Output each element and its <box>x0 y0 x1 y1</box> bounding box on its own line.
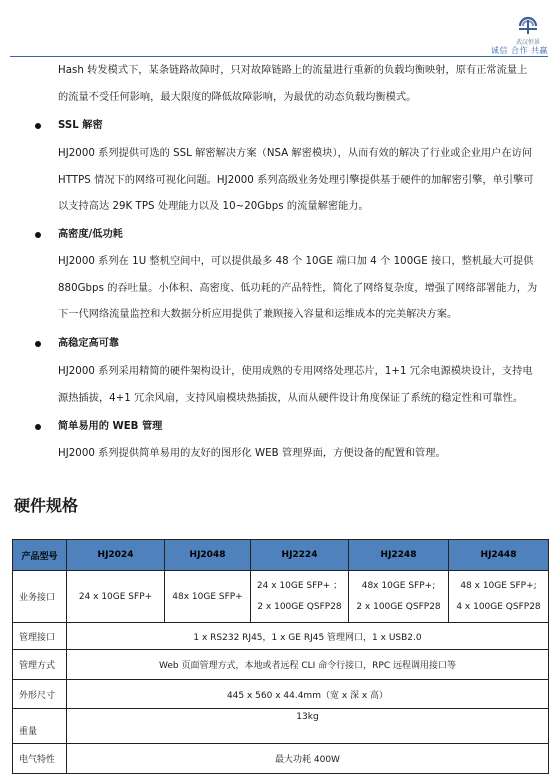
bullet-icon <box>35 232 41 238</box>
row-label: 业务接口 <box>13 571 67 623</box>
table-row <box>13 680 549 709</box>
table-row <box>13 744 549 774</box>
table-row <box>13 623 549 650</box>
feature-body-web <box>58 441 553 468</box>
bullet-icon <box>35 341 41 347</box>
table-header-cell: 产品型号 <box>13 540 67 571</box>
logo-mark-icon <box>517 16 539 36</box>
table-cell: 13kg <box>67 709 549 744</box>
table-row <box>13 709 549 744</box>
table-header-cell: HJ2224 <box>251 540 349 571</box>
header-divider <box>10 56 548 57</box>
table-header-row <box>13 540 549 571</box>
cell-line: 24 x 10GE SFP+ ； <box>256 580 343 591</box>
logo-text: 武汉恒景 <box>515 39 540 46</box>
header-slogan: 诚信 合作 共赢 <box>490 46 548 55</box>
row-label: 电气特性 <box>13 744 67 774</box>
feature-line: HTTPS 情况下的网络可视化问题。HJ2000 系列高级业务处理引擎提供基于硬件的加解密引擎，单引擎可 <box>58 174 534 186</box>
row-label: 管理方式 <box>13 650 67 680</box>
cell-line: 48 x 10GE SFP+; <box>460 580 537 591</box>
table-cell: Web 页面管理方式，本地或者远程 CLI 命令行接口，RPC 远程调用接口等 <box>67 650 549 680</box>
table-header-cell: HJ2048 <box>165 540 251 571</box>
feature-body-density <box>58 249 553 329</box>
hardware-spec-table <box>12 539 549 774</box>
feature-line: 下一代网络流量监控和大数据分析应用提供了兼顾接入容量和运维成本的完美解决方案。 <box>58 309 458 320</box>
row-label: 重量 <box>13 709 67 744</box>
table-cell: 48x 10GE SFP+ <box>165 571 251 623</box>
feature-title-ssl: SSL 解密 <box>58 120 103 131</box>
feature-title-reliability: 高稳定高可靠 <box>58 338 120 349</box>
table-cell <box>251 571 349 623</box>
feature-body-ssl <box>58 141 553 221</box>
cell-line: 2 x 100GE QSFP28 <box>356 601 441 612</box>
table-cell <box>349 571 449 623</box>
feature-title-density: 高密度/低功耗 <box>58 229 123 240</box>
cell-line: 48x 10GE SFP+; <box>361 580 436 591</box>
feature-line: 源热插拔，4+1 冗余风扇，支持风扇模块热插拔，从而从硬件设计角度保证了系统的稳定性和可靠性。 <box>58 392 524 404</box>
row-label: 管理接口 <box>13 623 67 650</box>
intro-paragraph <box>58 58 553 111</box>
table-cell: 24 x 10GE SFP+ <box>67 571 165 623</box>
bullet-icon <box>35 424 41 430</box>
section-title: 硬件规格 <box>14 496 79 515</box>
cell-line: 2 x 100GE QSFP28 <box>257 601 342 612</box>
table-row <box>13 571 549 623</box>
feature-line: HJ2000 系列提供简单易用的友好的图形化 WEB 管理界面，方便设备的配置和管理。 <box>58 448 446 459</box>
row-label: 外形尺寸 <box>13 680 67 709</box>
feature-body-reliability <box>58 359 553 412</box>
table-cell: 最大功耗 400W <box>67 744 549 774</box>
feature-line: HJ2000 系列提供可选的 SSL 解密解决方案（NSA 解密模块），从而有效的解决了行业或企业用户在访问 <box>58 148 533 159</box>
feature-line: 以支持高达 29K TPS 处理能力以及 10~20Gbps 的流量解密能力。 <box>58 201 369 212</box>
bullet-icon <box>35 123 41 129</box>
intro-line: 的流量不受任何影响，最大限度的降低故障影响，为最优的动态负载均衡模式。 <box>58 91 417 103</box>
intro-line: Hash 转发模式下，某条链路故障时，只对故障链路上的流量进行重新的负载均衡映射，原有正常流量上 <box>58 65 528 76</box>
table-header-cell: HJ2248 <box>349 540 449 571</box>
table-header-cell: HJ2024 <box>67 540 165 571</box>
cell-line: 4 x 100GE QSFP28 <box>456 601 541 612</box>
feature-line: 880Gbps 的吞吐量。小体积、高密度、低功耗的产品特性，简化了网络复杂度，增强了网络部署能力，为 <box>58 282 538 294</box>
feature-title-web: 简单易用的 WEB 管理 <box>58 421 163 432</box>
table-row <box>13 650 549 680</box>
table-cell: 1 x RS232 RJ45，1 x GE RJ45 管理网口，1 x USB2.0 <box>67 623 549 650</box>
feature-line: HJ2000 系列采用精简的硬件架构设计，使用成熟的专用网络处理芯片，1+1 冗余电源模块设计，支持电 <box>58 366 533 377</box>
table-cell <box>449 571 549 623</box>
feature-line: HJ2000 系列在 1U 整机空间中，可以提供最多 48 个 10GE 端口加 4 个 100GE 接口，整机最大可提供 <box>58 256 534 267</box>
table-cell: 445 x 560 x 44.4mm（宽 x 深 x 高） <box>67 680 549 709</box>
table-header-cell: HJ2448 <box>449 540 549 571</box>
